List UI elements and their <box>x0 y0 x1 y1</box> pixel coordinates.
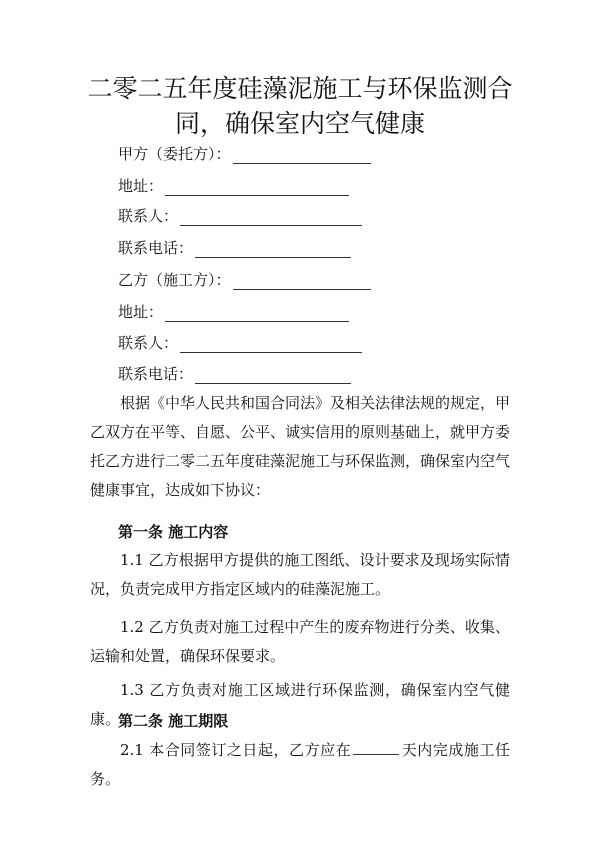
party-a-address-field <box>118 176 349 196</box>
party-b-phone-field <box>118 364 351 384</box>
party-b-contact-blank[interactable] <box>180 336 362 353</box>
party-a-contact-field <box>118 206 362 226</box>
party-b-field <box>118 270 371 290</box>
party-b-blank[interactable] <box>233 273 371 290</box>
party-b-address-label: 地址： <box>118 303 164 321</box>
clause-1-1: 1.1 乙方根据甲方提供的施工图纸、设计要求及现场实际情况，负责完成甲方指定区域内的硅藻泥施工。 <box>90 551 510 598</box>
party-a-label: 甲方（委托方）： <box>118 145 231 163</box>
party-b-address-field <box>118 302 349 322</box>
article-1-heading: 第一条 施工内容 <box>118 523 229 541</box>
party-b-phone-blank[interactable] <box>195 367 351 384</box>
preamble-paragraph: 根据《中华人民共和国合同法》及相关法律法规的规定，甲乙双方在平等、自愿、公平、诚实信用的原则基础上，就甲方委托乙方进行二零二五年度硅藻泥施工与环保监测，确保室内空气健康事宜，达成如下协议： <box>90 394 511 499</box>
clause-2-1 <box>90 736 510 794</box>
document-title-line-1: 二零二五年度硅藻泥施工与环保监测合 <box>87 74 513 103</box>
party-a-phone-field <box>118 238 351 258</box>
clause-1-2: 1.2 乙方负责对施工过程中产生的废弃物进行分类、收集、运输和处置，确保环保要求。 <box>90 618 510 665</box>
party-b-contact-field <box>118 333 362 353</box>
party-b-address-blank[interactable] <box>165 305 349 322</box>
party-a-phone-label: 联系电话： <box>118 239 194 257</box>
party-b-label: 乙方（施工方）： <box>118 271 231 289</box>
party-a-address-label: 地址： <box>118 177 164 195</box>
article-2-heading: 第二条 施工期限 <box>118 712 229 730</box>
party-b-phone-label: 联系电话： <box>118 365 194 383</box>
days-blank[interactable] <box>353 740 399 755</box>
party-a-field <box>118 144 371 164</box>
party-b-contact-label: 联系人： <box>118 334 179 352</box>
party-a-blank[interactable] <box>233 147 371 164</box>
clause-1-3: 1.3 乙方负责对施工区域进行环保监测，确保室内空气健康。 <box>90 681 510 728</box>
party-a-contact-label: 联系人： <box>118 207 179 225</box>
party-a-phone-blank[interactable] <box>195 241 351 258</box>
clause-2-1-text-after: 天内完成施工任务。 <box>90 741 510 788</box>
clause-2-1-text-before: 2.1 本合同签订之日起，乙方应在 <box>120 741 352 759</box>
party-a-address-blank[interactable] <box>165 179 349 196</box>
party-a-contact-blank[interactable] <box>180 209 362 226</box>
document-title-line-2: 同，确保室内空气健康 <box>174 109 425 138</box>
